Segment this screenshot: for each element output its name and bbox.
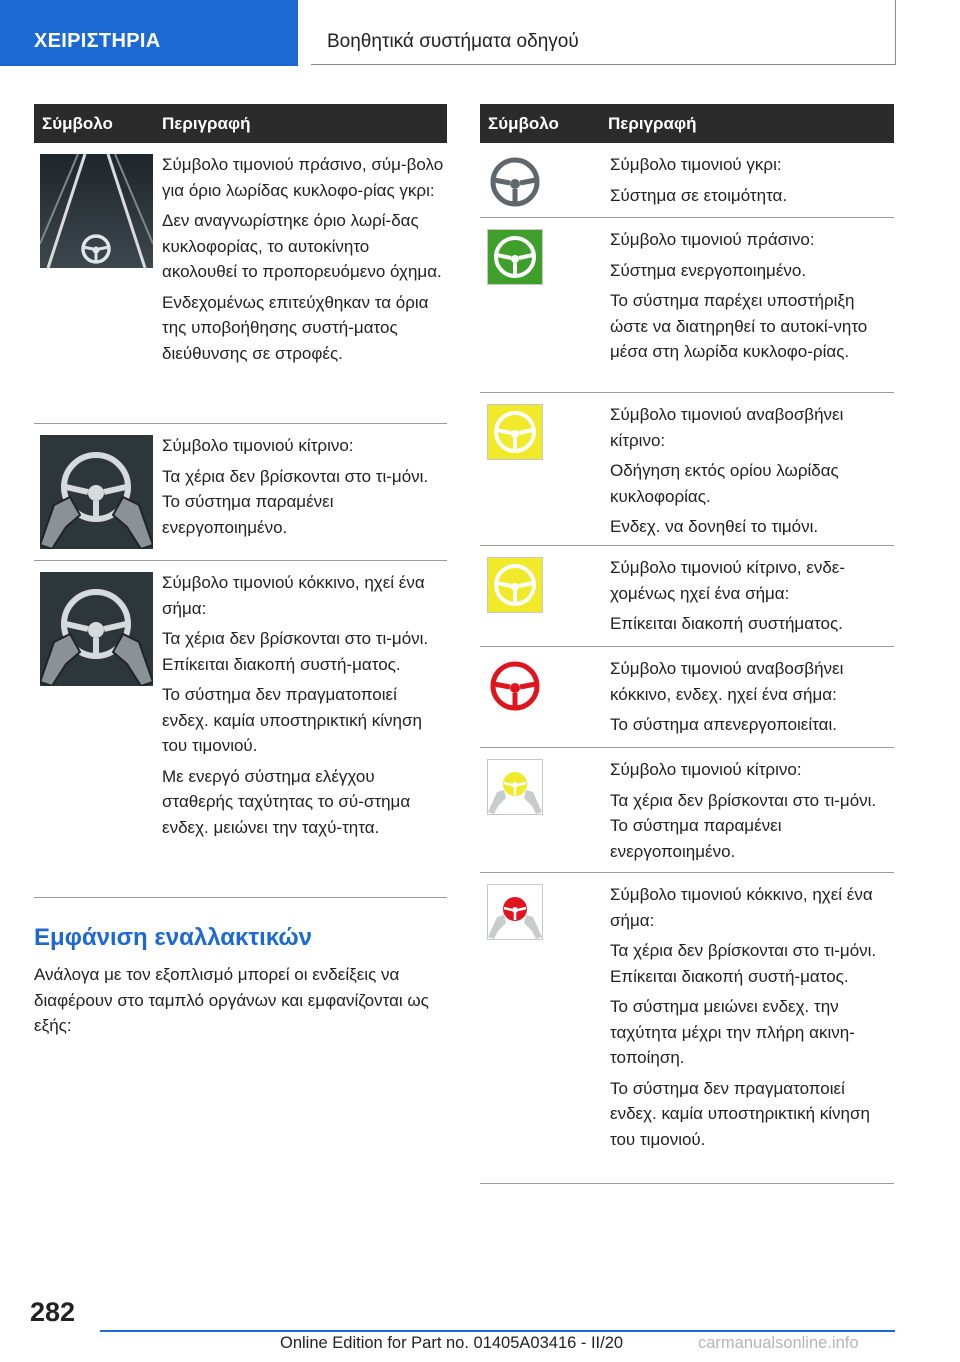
steering-wheel-green-icon — [487, 229, 543, 285]
watermark: carmanualsonline.info — [698, 1334, 859, 1352]
hands-on-steering-yellow-icon — [40, 435, 153, 549]
description-paragraph: Σύμβολο τιμονιού κίτρινο: — [162, 436, 354, 455]
row-description — [162, 433, 446, 545]
col-symbol-header: Σύμβολο — [488, 114, 559, 133]
table-row — [480, 873, 894, 1184]
header-chapter-label: Βοηθητικά συστήματα οδηγού — [327, 31, 579, 52]
table-row — [480, 143, 894, 218]
steering-wheel-grey-icon — [488, 155, 542, 209]
col-description-header: Περιγραφή — [162, 114, 251, 133]
description-paragraph: Οδήγηση εκτός ορίου λωρίδας κυκλοφορίας. — [610, 461, 839, 506]
description-paragraph: Τα χέρια δεν βρίσκονται στο τι-μόνι. Το σύστημα παραμένει ενεργοποιημένο. — [610, 790, 877, 861]
description-paragraph: Σύμβολο τιμονιού κίτρινο: — [610, 760, 802, 779]
page-number: 282 — [30, 1297, 76, 1327]
description-paragraph: Σύστημα ενεργοποιημένο. — [610, 260, 807, 280]
row-description — [162, 570, 446, 845]
col-description-header: Περιγραφή — [608, 114, 697, 133]
description-paragraph: Σύμβολο τιμονιού πράσινο: — [610, 230, 815, 249]
header-chapter-box — [311, 0, 896, 65]
row-description — [610, 757, 894, 869]
description-paragraph: Σύμβολο τιμονιού κίτρινο, ενδε-χομένως ηχεί ένα σήμα: — [610, 558, 846, 603]
right-symbol-table — [480, 104, 894, 1184]
description-paragraph: Σύμβολο τιμονιού κόκκινο, ηχεί ένα σήμα: — [162, 573, 425, 618]
description-paragraph: Δεν αναγνωρίστηκε όριο λωρί-δας κυκλοφορίας, το αυτοκίνητο ακολουθεί το προπορευόμενο όχημα. — [162, 211, 442, 281]
description-paragraph: Τα χέρια δεν βρίσκονται στο τι-μόνι. Το σύστημα παραμένει ενεργοποιημένο. — [162, 466, 429, 537]
steering-wheel-yellow-flashing-icon — [487, 404, 543, 460]
table-row — [480, 647, 894, 748]
description-paragraph: Ενδεχομένως επιτεύχθηκαν τα όρια της υποβοήθησης συστή-ματος διεύθυνσης σε στροφές. — [162, 292, 429, 363]
steering-wheel-red-icon — [488, 659, 542, 713]
description-paragraph: Το σύστημα παρέχει υποστήριξη ώστε να διατηρηθεί το αυτοκί-νητο μέσα στη λωρίδα κυκλοφο-ρίας. — [610, 291, 868, 361]
description-paragraph: Σύμβολο τιμονιού πράσινο, σύμ-βολο για όριο λωρίδας κυκλοφο-ρίας γκρι: — [162, 155, 444, 200]
lane-guidance-grey-steering-icon — [40, 154, 153, 268]
description-paragraph: Ενδεχ. να δονηθεί το τιμόνι. — [610, 517, 819, 536]
hands-on-steering-red-icon — [40, 572, 153, 686]
row-description — [610, 882, 894, 1157]
table-header — [34, 104, 447, 143]
description-paragraph: Το σύστημα απενεργοποιείται. — [610, 715, 837, 734]
description-paragraph: Σύμβολο τιμονιού αναβοσβήνει κόκκινο, ενδεχ. ηχεί ένα σήμα: — [610, 659, 844, 704]
table-row — [480, 546, 894, 647]
hands-steering-yellow-small-icon — [487, 759, 543, 815]
row-description — [610, 656, 894, 743]
description-paragraph: Το σύστημα δεν πραγματοποιεί ενδεχ. καμία υποστηρικτική κίνηση του τιμονιού. — [610, 1078, 870, 1149]
section-text: Ανάλογα με τον εξοπλισμό μπορεί οι ενδείξεις να διαφέρουν στο ταμπλό οργάνων και εμφανίζονται ως εξής: — [34, 965, 429, 1035]
description-paragraph: Το σύστημα δεν πραγματοποιεί ενδεχ. καμία υποστηρικτική κίνηση του τιμονιού. — [162, 685, 422, 755]
row-description — [610, 152, 894, 213]
description-paragraph: Τα χέρια δεν βρίσκονται στο τι-μόνι. Επίκειται διακοπή συστή-ματος. — [162, 629, 429, 674]
left-symbol-table — [34, 104, 447, 898]
row-description — [610, 402, 894, 545]
description-paragraph: Σύστημα σε ετοιμότητα. — [610, 185, 788, 205]
row-description — [610, 227, 894, 370]
header-section-label: ΧΕΙΡΙΣΤΗΡΙΑ — [34, 30, 161, 52]
description-paragraph: Με ενεργό σύστημα ελέγχου σταθερής ταχύτητας το σύ-στημα ενδεχ. μειώνει την ταχύ-τητα. — [162, 766, 411, 837]
row-description — [610, 555, 894, 642]
table-row — [34, 143, 447, 424]
description-paragraph: Σύμβολο τιμονιού γκρι: — [610, 155, 782, 174]
row-description — [162, 152, 446, 371]
description-paragraph: Σύμβολο τιμονιού κόκκινο, ηχεί ένα σήμα: — [610, 885, 873, 930]
footer-edition: Online Edition for Part no. 01405A03416 - II/20 — [280, 1334, 624, 1352]
description-paragraph: Τα χέρια δεν βρίσκονται στο τι-μόνι. Επίκειται διακοπή συστή-ματος. — [610, 941, 877, 986]
description-paragraph: Το σύστημα μειώνει ενδεχ. την ταχύτητα μέχρι την πλήρη ακινη-τοποίηση. — [610, 997, 855, 1067]
table-row — [480, 393, 894, 546]
description-paragraph: Σύμβολο τιμονιού αναβοσβήνει κίτρινο: — [610, 405, 844, 450]
header-section-tab — [0, 0, 298, 66]
col-symbol-header: Σύμβολο — [42, 114, 113, 133]
table-row — [34, 561, 447, 898]
table-header — [480, 104, 894, 143]
steering-wheel-yellow-icon — [487, 557, 543, 613]
table-row — [480, 218, 894, 393]
description-paragraph: Επίκειται διακοπή συστήματος. — [610, 614, 843, 633]
section-title: Εμφάνιση εναλλακτικών — [34, 924, 312, 951]
footer-divider — [100, 1330, 895, 1332]
hands-steering-red-small-icon — [487, 884, 543, 940]
table-row — [480, 748, 894, 873]
table-row — [34, 424, 447, 561]
